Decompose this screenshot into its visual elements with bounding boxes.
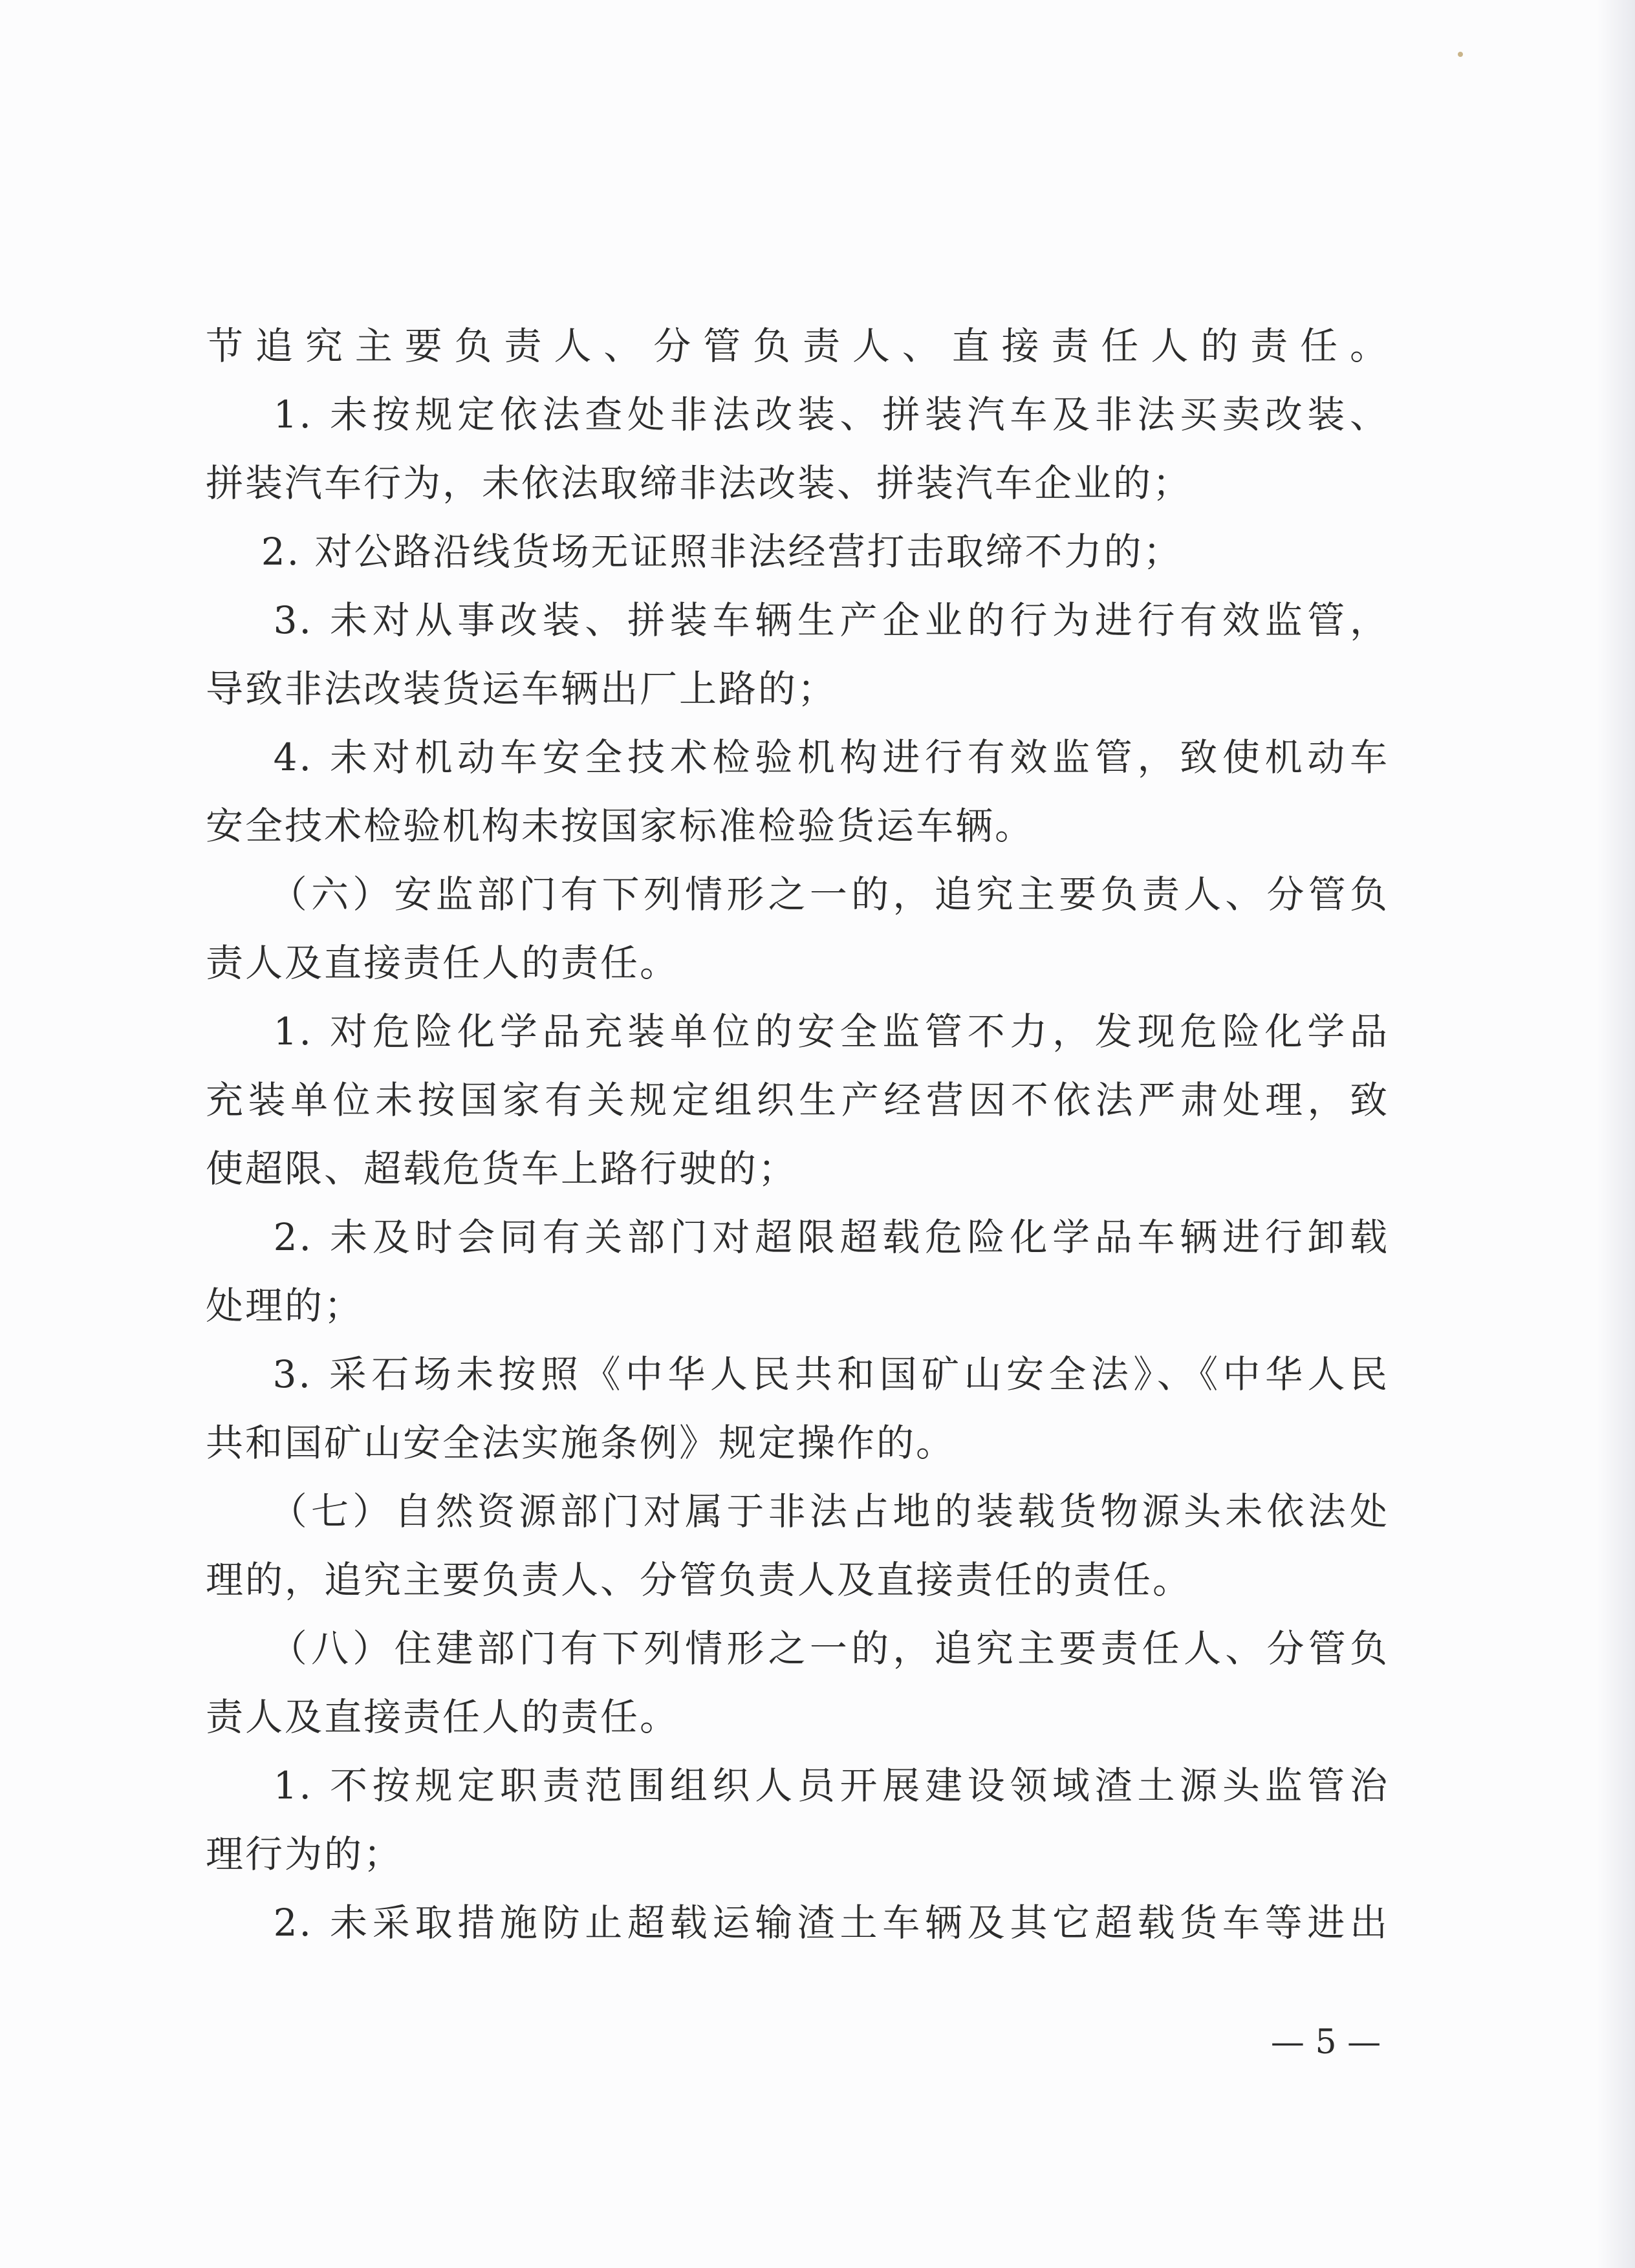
body-text xyxy=(206,312,1389,1957)
text-line: 2. 未采取措施防止超载运输渣土车辆及其它超载货车等进出 xyxy=(206,1901,1389,1945)
text-line: 1. 未按规定依法查处非法改装、拼装汽车及非法买卖改装、 xyxy=(206,393,1389,437)
page-number: — 5 — xyxy=(1270,2023,1381,2062)
text-line: 理的，追究主要负责人、分管负责人及直接责任的责任。 xyxy=(206,1558,1193,1602)
text-line: 使超限、超载危货车上路行驶的； xyxy=(206,1147,798,1191)
text-line: 4. 未对机动车安全技术检验机构进行有效监管，致使机动车 xyxy=(206,735,1389,779)
text-line: 理行为的； xyxy=(206,1832,404,1876)
text-line: 安全技术检验机构未按国家标准检验货运车辆。 xyxy=(206,804,1035,848)
text-line: 导致非法改装货运车辆出厂上路的； xyxy=(206,667,838,711)
page-edge-shadow xyxy=(1596,0,1635,2268)
text-line: 1. 不按规定职责范围组织人员开展建设领域渣土源头监管治 xyxy=(206,1764,1389,1808)
text-line: 共和国矿山安全法实施条例》规定操作的。 xyxy=(206,1421,956,1465)
text-line: 责人及直接责任人的责任。 xyxy=(206,1695,680,1739)
text-line: 3. 采石场未按照《中华人民共和国矿山安全法》、《中华人民 xyxy=(206,1352,1389,1396)
text-line: 2. 对公路沿线货场无证照非法经营打击取缔不力的； xyxy=(206,530,1183,574)
text-line: 1. 对危险化学品充装单位的安全监管不力，发现危险化学品 xyxy=(206,1010,1389,1053)
text-line: 拼装汽车行为，未依法取缔非法改装、拼装汽车企业的； xyxy=(206,461,1193,505)
text-line: （六）安监部门有下列情形之一的，追究主要负责人、分管负 xyxy=(206,872,1389,916)
text-line: 充装单位未按国家有关规定组织生产经营因不依法严肃处理，致 xyxy=(206,1078,1389,1122)
text-line: 2. 未及时会同有关部门对超限超载危险化学品车辆进行卸载 xyxy=(206,1215,1389,1259)
text-line: 责人及直接责任人的责任。 xyxy=(206,941,680,985)
text-line: 节追究主要负责人、分管负责人、直接责任人的责任。 xyxy=(206,324,1389,368)
text-line: 处理的； xyxy=(206,1284,364,1328)
text-line: 3. 未对从事改装、拼装车辆生产企业的行为进行有效监管， xyxy=(206,598,1389,642)
scan-speck xyxy=(1458,52,1463,57)
text-line: （八）住建部门有下列情形之一的，追究主要责任人、分管负 xyxy=(206,1626,1389,1670)
text-line: （七）自然资源部门对属于非法占地的装载货物源头未依法处 xyxy=(206,1489,1389,1533)
